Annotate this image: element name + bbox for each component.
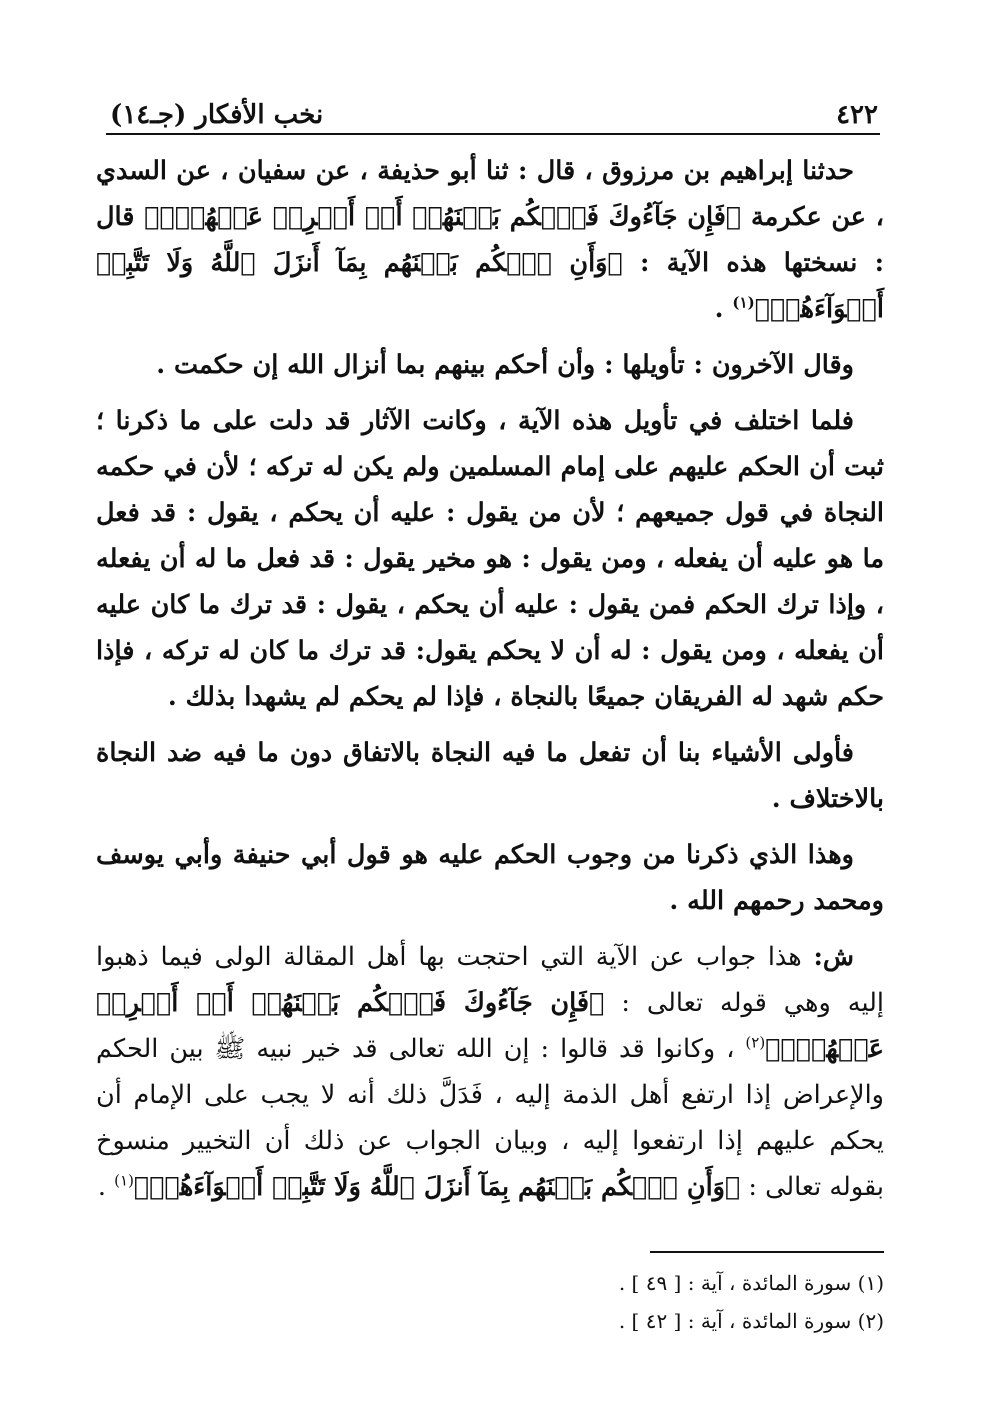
quran-quote: ﴿فَإِن جَآءُوكَ فَٱحۡكُم بَيۡنَهُمۡ أَوۡ أَعۡرِضۡ عَنۡهُمۡۖ﴾ (144, 202, 742, 232)
commentary-marker: ش: (813, 942, 854, 972)
header-divider (106, 133, 880, 135)
footnotes (100, 1264, 884, 1340)
text-segment: . (97, 1172, 115, 1202)
page-header (110, 80, 878, 130)
quran-quote: ﴿فَإِن جَآءُوكَ فَٱحۡكُم بَيۡنَهُمۡ أَوۡ أَعۡرِضۡ عَنۡهُمۡۖ﴾ (96, 988, 884, 1064)
footnote-ref: (١) (114, 1171, 134, 1190)
text-segment: هذا جواب عن الآية التي احتجت بها أهل المقالة الولى فيما ذهبوا إليه وهي قوله تعالى : (96, 942, 884, 1018)
paragraph-ruling: فلما اختلف في تأويل هذه الآية ، وكانت الآثار قد دلت على ما ذكرنا ؛ ثبت أن الحكم عليهم على إمام المسلمين ولم يكن له تركه ؛ لأن في حكمه النجاة في قول جميعهم ؛ لأن من يقول : عليه أن يحكم ، يقول : قد فعل ما هو عليه أن يفعله ، ومن يقول : هو مخير يقول : قد فعل ما له أن يفعله ، وإذا ترك الحكم فمن يقول : عليه أن يحكم ، يقول : قد ترك ما كان عليه أن يفعله ، ومن يقول : له أن لا يحكم يقول: قد ترك ما كان له تركه ، فإذا حكم شهد له الفريقان جميعًا بالنجاة ، فإذا لم يحكم لم يشهدا بذلك . (96, 406, 884, 712)
footnote-divider (650, 1251, 884, 1253)
text-segment: . (714, 294, 733, 324)
footnote-ref: (١) (732, 293, 755, 312)
footnote-item: (٢) سورة المائدة ، آية : [ ٤٢ ] . (618, 1309, 884, 1333)
paragraph-isnad (96, 148, 884, 332)
paragraph-others-view: وقال الآخرون : تأويلها : وأن أحكم بينهم بما أنزال الله إن حكمت . (156, 350, 854, 380)
footnote-ref: (٢) (745, 1033, 766, 1052)
text-segment: ، وكانوا قد قالوا : إن الله تعالى قد خير نبيه ﷺ بين الحكم والإعراض إذا ارتفع أهل الذمة إليه ، فَدَلَّ ذلك أنه لا يجب على الإمام أن يحكم عليهم إذا ارتفعوا إليه ، وبيان الجواب عن ذلك أن التخيير منسوخ بقوله تعالى : (96, 1034, 884, 1202)
paragraph-commentary (96, 934, 884, 1210)
text-segment: قال : نسختها هذه الآية : (96, 202, 884, 278)
main-text (96, 148, 884, 1210)
text-segment: حدثنا إبراهيم بن مرزوق ، قال : ثنا أبو حذيفة ، عن سفيان ، عن السدي ، عن عكرمة (96, 156, 884, 232)
paragraph-madhhab: وهذا الذي ذكرنا من وجوب الحكم عليه هو قول أبي حنيفة وأبي يوسف ومحمد رحمهم الله . (96, 840, 884, 916)
page-number: ٤٢٢ (836, 100, 878, 130)
quran-quote: ﴿وَأَنِ ٱحۡكُم بَيۡنَهُم بِمَآ أَنزَلَ ٱللَّهُ وَلَا تَتَّبِعۡ أَهۡوَآءَهُمۡ﴾ (96, 248, 884, 324)
footnote-item: (١) سورة المائدة ، آية : [ ٤٩ ] . (618, 1271, 884, 1295)
paragraph-priority: فأولى الأشياء بنا أن تفعل ما فيه النجاة بالاتفاق دون ما فيه ضد النجاة بالاختلاف . (96, 738, 884, 814)
quran-quote: ﴿وَأَنِ ٱحۡكُم بَيۡنَهُم بِمَآ أَنزَلَ ٱللَّهُ وَلَا تَتَّبِعۡ أَهۡوَآءَهُمۡ﴾ (133, 1172, 741, 1202)
book-title: نخب الأفكار (جـ١٤) (110, 100, 324, 130)
